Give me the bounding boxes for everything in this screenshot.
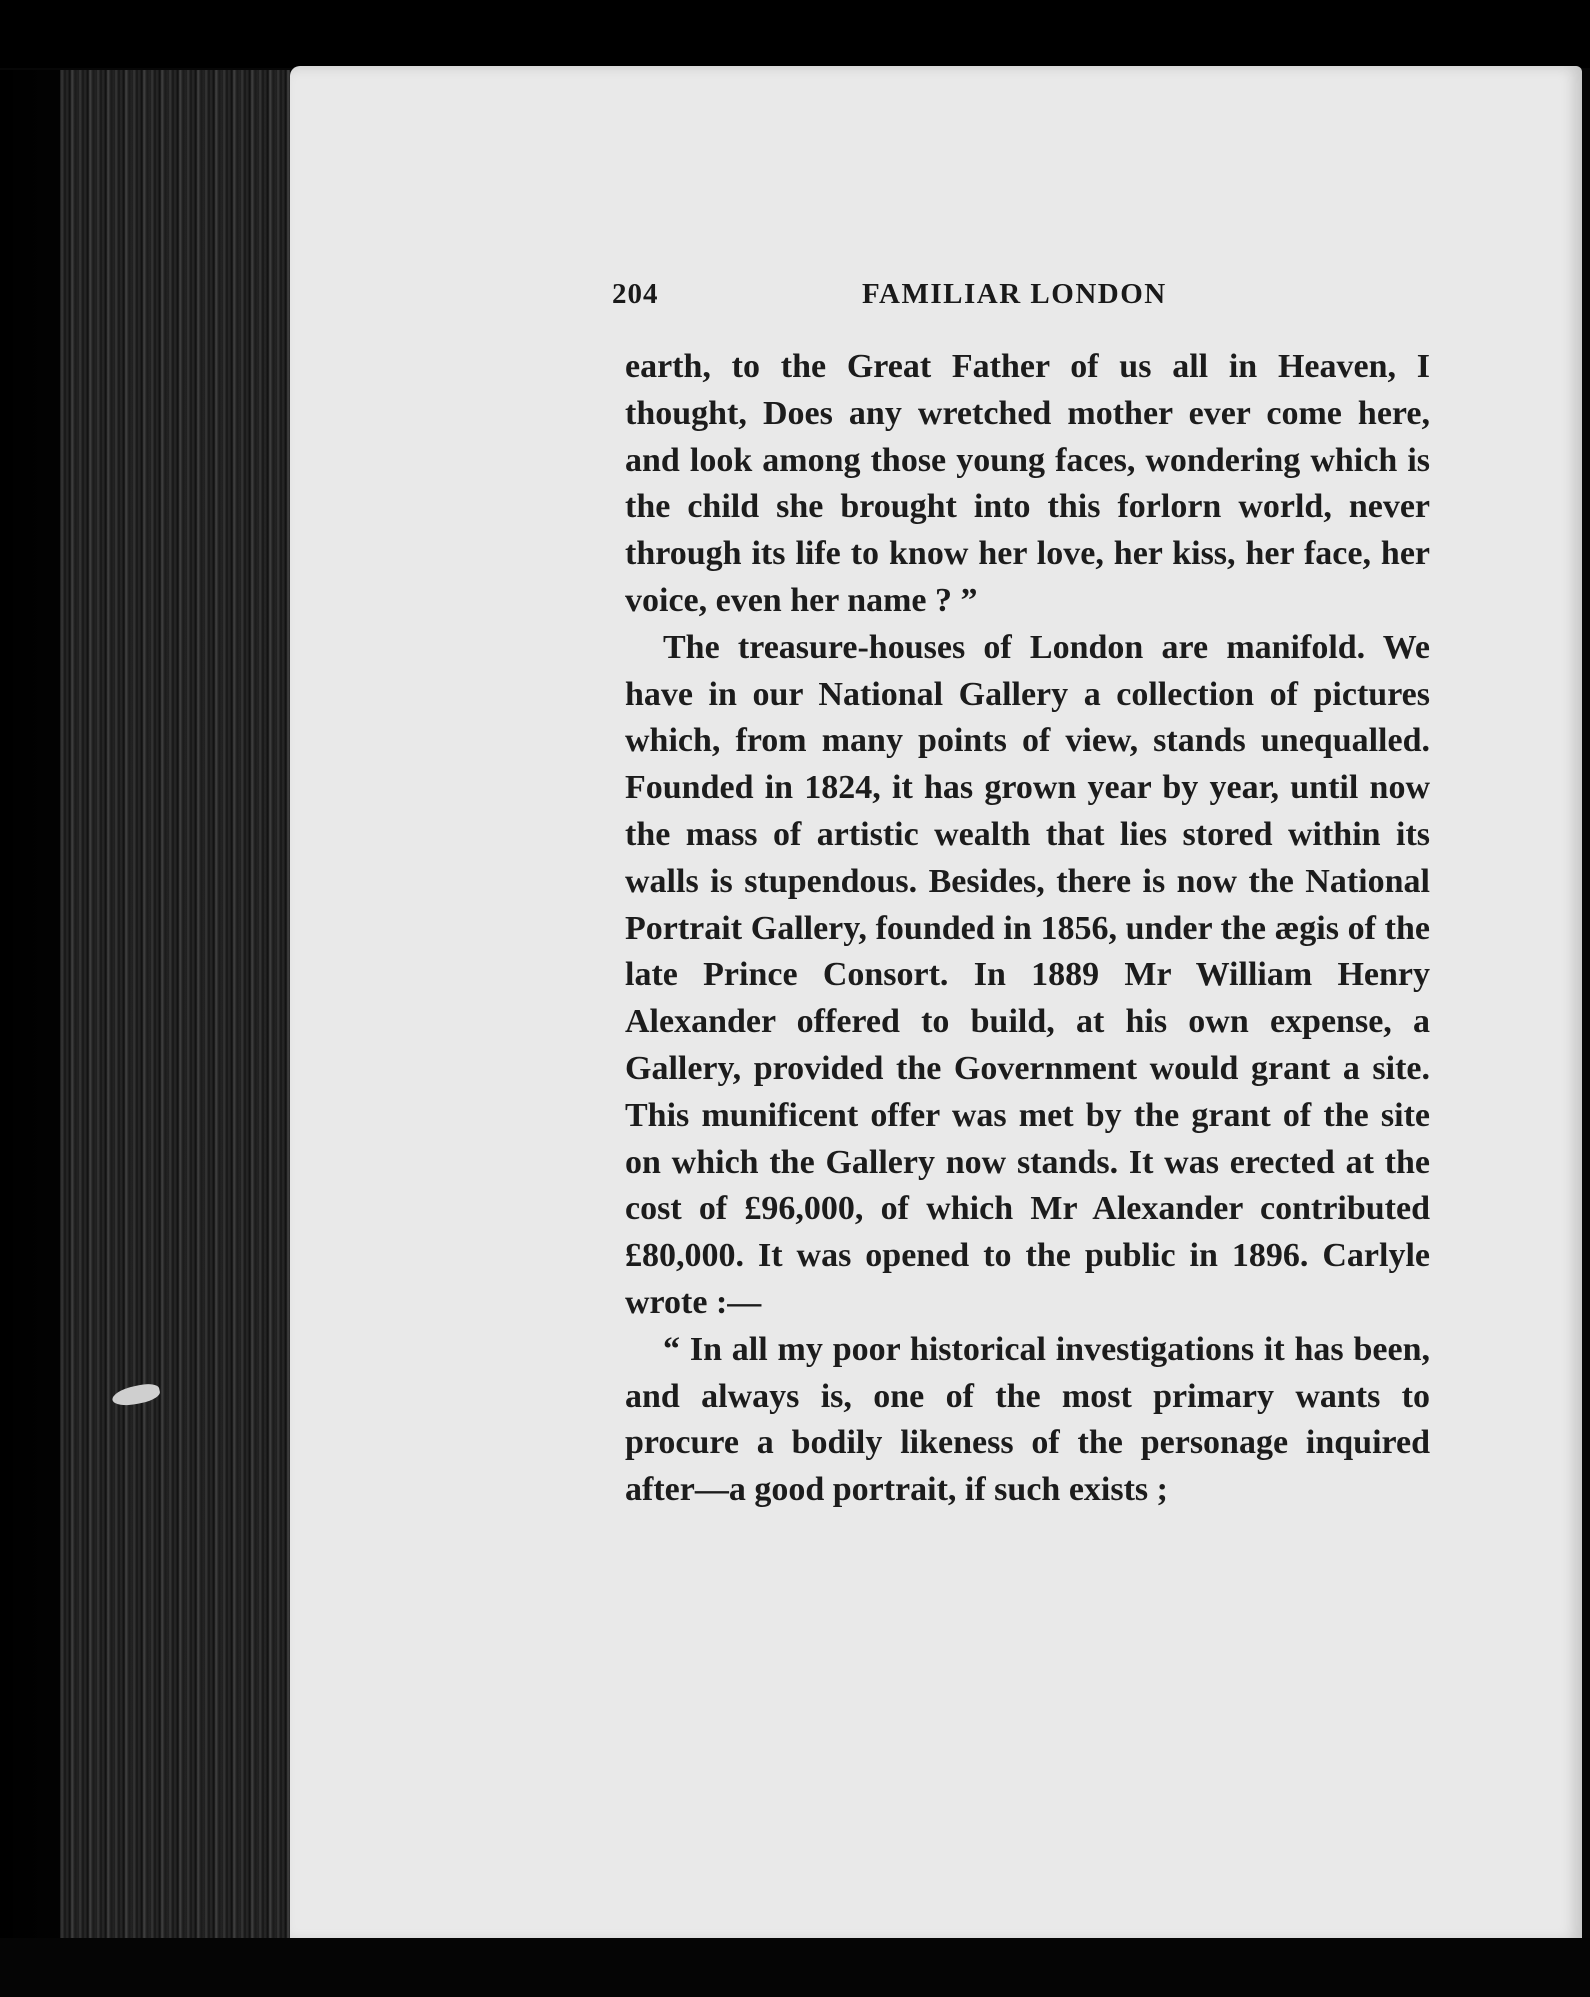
paragraph-carlyle-quote: “ In all my poor historical investigations it has been, and always is, one of the most primary wants to procure a bodily likeness of the personage inquired after—a good portrait, if such exists ; xyxy=(625,1330,1430,1509)
page-number: 204 xyxy=(612,278,659,310)
paragraph-continuation: earth, to the Great Father of us all in Heaven, I thought, Does any wretched mother ever come here, and look among those young faces, wondering which is the child she brought into this forlorn world, never through its life to know her love, her kiss, her face, her voice, even her name ? ” xyxy=(625,348,1430,619)
running-title: FAMILIAR LONDON xyxy=(862,278,1167,310)
paragraph-treasure-houses: The treasure-houses of London are manifold. We have in our National Gallery a collection of pictures which, from many points of view, stands unequalled. Founded in 1824, it has grown year by year, until now the mass of artistic wealth that lies stored within its walls is stupendous. Besides, there is now the National Portrait Gallery, founded in 1856, under the ægis of the late Prince Consort. In 1889 Mr William Henry Alexander offered to build, at his own expense, a Gallery, provided the Government would grant a site. This munificent offer was met by the grant of the site on which the Gallery now stands. It was erected at the cost of £96,000, of which Mr Alexander contributed £80,000. It was opened to the public in 1896. Carlyle wrote :— xyxy=(625,628,1430,1321)
body-text xyxy=(625,344,1430,1514)
scan-background-top xyxy=(0,0,1590,68)
page-header xyxy=(612,272,1432,316)
scan-background-bottom xyxy=(0,1938,1590,1997)
book-page-edges xyxy=(60,70,290,1960)
